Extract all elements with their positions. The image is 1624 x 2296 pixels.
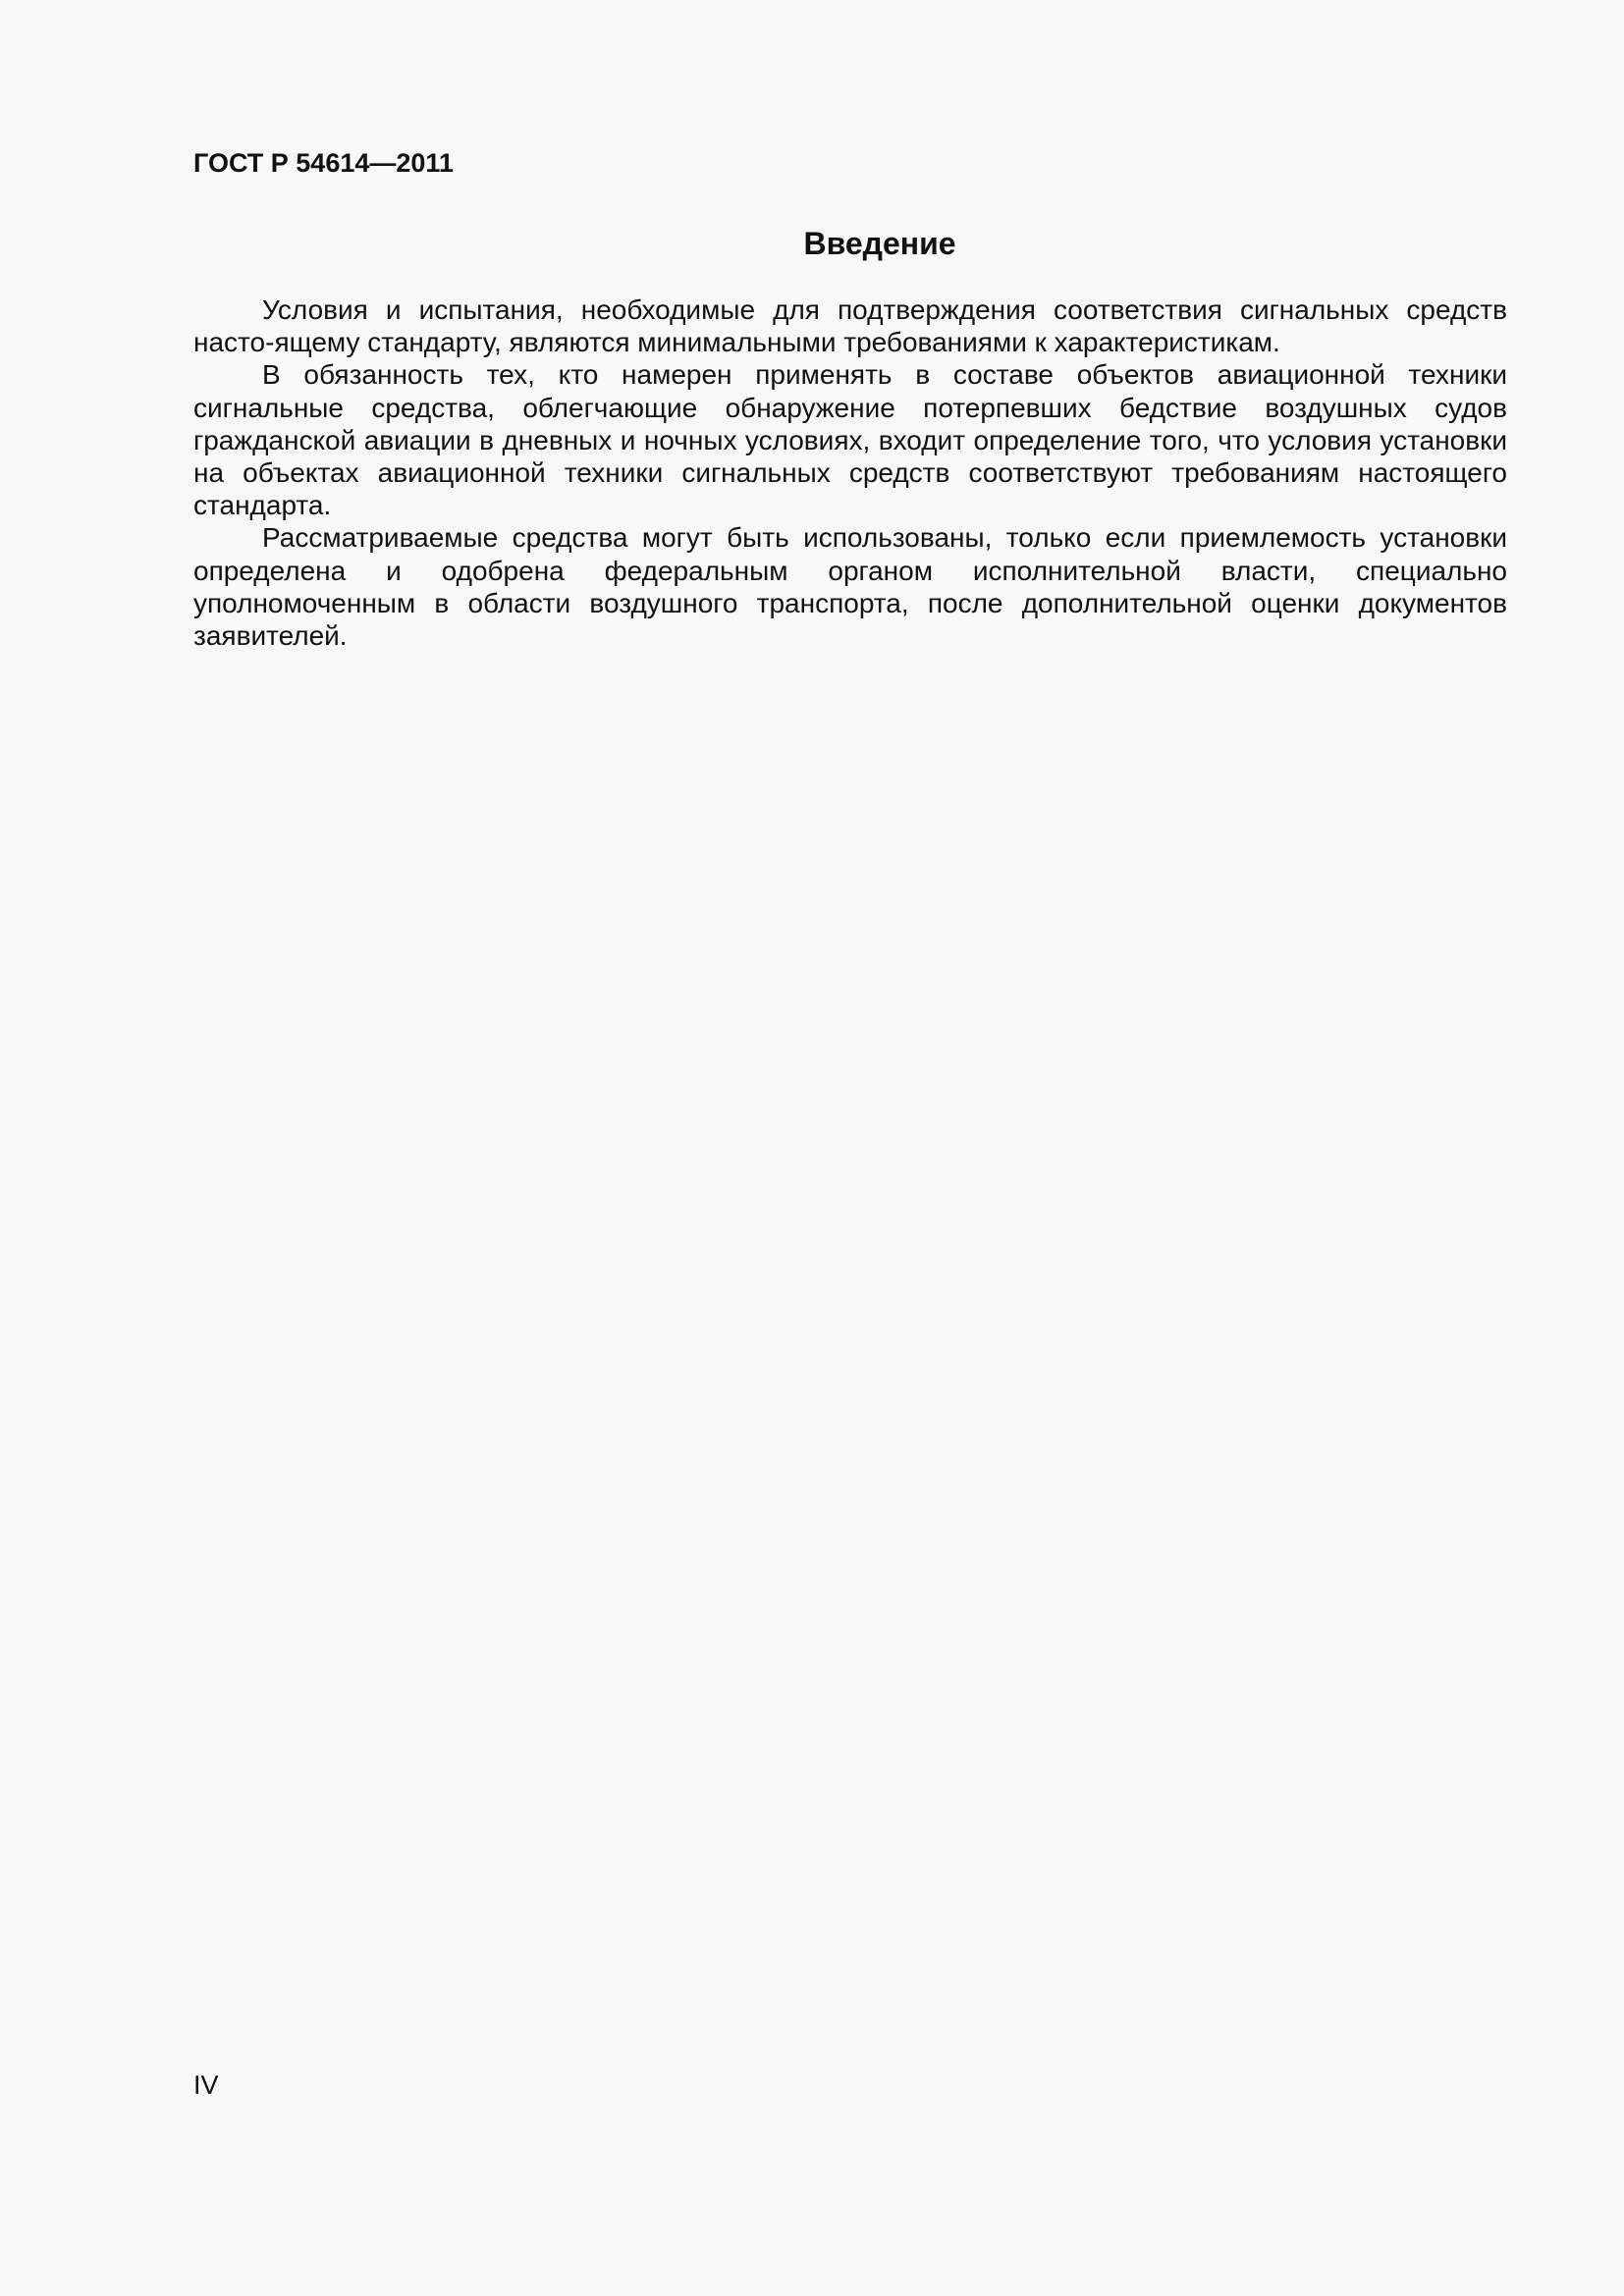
paragraph-2: В обязанность тех, кто намерен применять в составе объектов авиационной техники сигнальные средства, облегчающие обнаружение потерпевших бедствие воздушных судов гражданской авиации в дневных и ночных условиях, входит определение того, что условия установки на объектах авиационной техники сигнальных средств соответствуют требованиям настоящего стандарта.	[193, 359, 1507, 521]
document-code: ГОСТ Р 54614—2011	[193, 148, 454, 178]
paragraph-3: Рассматриваемые средства могут быть использованы, только если приемлемость установки определена и одобрена федеральным органом исполнительной власти, специально уполномоченным в области воздушного транспорта, после дополнительной оценки документов заявителей.	[193, 522, 1507, 652]
paragraph-1: Условия и испытания, необходимые для подтверждения соответствия сигнальных средств насто-ящему стандарту, являются минимальными требованиями к характеристикам.	[193, 294, 1507, 358]
page-number: IV	[193, 2070, 219, 2100]
section-body	[193, 294, 1507, 652]
section-title: Введение	[803, 226, 956, 261]
